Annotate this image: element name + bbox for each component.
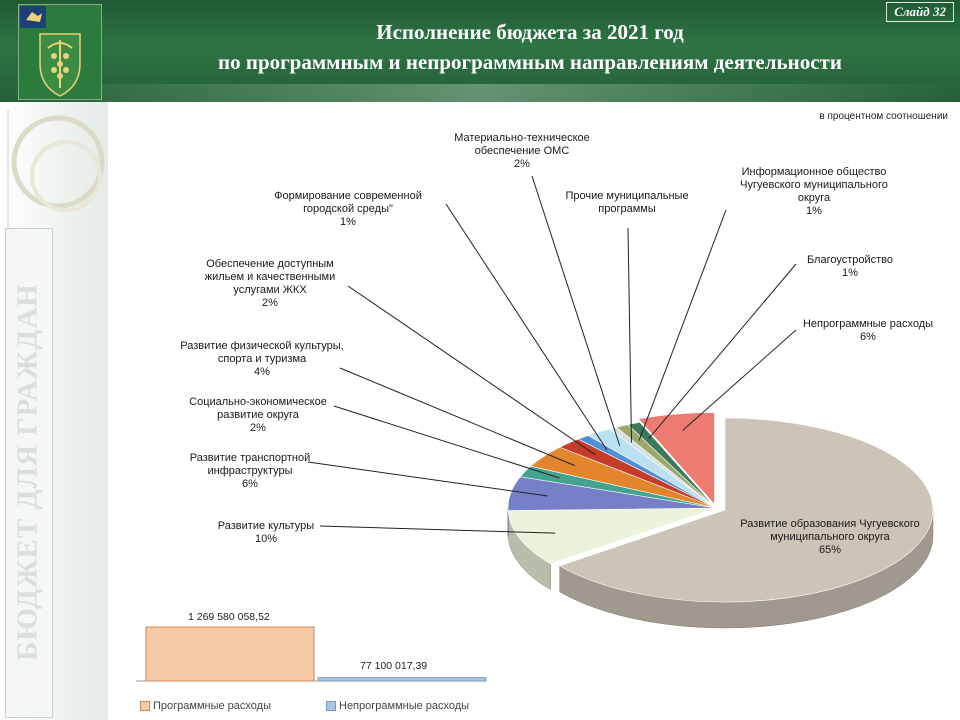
slide-number: Слайд 32 [886,2,954,22]
pie-slice-label [793,318,943,344]
leader-line [308,462,548,496]
pie-slice-label [273,190,423,229]
pie-slice-percent: 4% [254,366,270,378]
pie-slice-percent: 2% [250,422,266,434]
pie-slice-label [173,396,343,435]
pie-slice-label-text: Непрограммные расходы [802,318,934,330]
pie-slice-label-text: Развитие образования Чугуевского муниципального округа [740,518,920,543]
slide-title-line2: по программным и непрограммным направлениям деятельности [218,50,842,74]
pie-slice-label-text: Информационное общество Чугуевского муниципального округа [740,166,888,204]
pie-slice-label-text: Развитие физической культуры, спорта и туризма [180,340,344,365]
leader-line [334,406,560,478]
pie-slice-percent: 1% [806,205,822,217]
pie-slice-percent: 6% [242,478,258,490]
legend-swatch [140,701,150,711]
leader-line [446,204,607,450]
pie-slice-percent: 6% [860,331,876,343]
bar-value-label: 1 269 580 058,52 [188,611,270,623]
pie-slice-label [729,166,899,218]
pie-slice-percent: 1% [842,267,858,279]
pie-slice-label [177,340,347,379]
pie-slice-label-text: Благоустройство [806,254,894,266]
pie-slice-label-text: Обеспечение доступным жильем и качественными услугами ЖКХ [204,258,336,296]
pie-slice-label [790,254,910,280]
pie-slice-label-text: Развитие транспортной инфраструктуры [189,452,311,477]
pie-slice-label [735,518,925,557]
leader-line [639,210,726,441]
bar [146,627,314,681]
pie-slice-percent: 65% [818,544,842,556]
units-note: в процентном соотношении [819,111,948,122]
pie-slice-percent: 1% [340,216,356,228]
legend-label: Программные расходы [153,700,271,712]
side-vertical-text: БЮДЖЕТ ДЛЯ ГРАЖДАН [11,283,44,661]
pie-slice-label-text: Формирование современной городской среды" [274,190,422,215]
pie-slice-label [196,520,336,546]
pie-slice-label [552,190,702,216]
pie-slice-label-text: Материально-техническое обеспечение ОМС [454,132,590,157]
bar-value-label: 77 100 017,39 [360,660,428,672]
leader-line [628,228,631,442]
pie-slice-percent: 2% [262,297,278,309]
legend-swatch [326,701,336,711]
pie-slice-label-text: Развитие культуры [217,520,315,532]
slide-title-line1: Исполнение бюджета за 2021 год [376,20,684,44]
legend-label: Непрограммные расходы [339,700,470,712]
legend-item [326,700,469,712]
leader-line [348,286,595,455]
pie-slice-label-text: Социально-экономическое развитие округа [189,396,327,421]
leader-line [683,330,796,430]
pie-slice-label [437,132,607,171]
leader-line [532,176,620,446]
pie-slice-percent: 10% [254,533,278,545]
pie-slice-label-text: Прочие муниципальные программы [565,190,689,215]
pie-slice-label [180,452,320,491]
legend-item [140,700,271,712]
bar [318,678,486,681]
pie-slice-percent: 2% [514,158,530,170]
pie-slice-label [190,258,350,310]
leader-line [649,264,796,439]
